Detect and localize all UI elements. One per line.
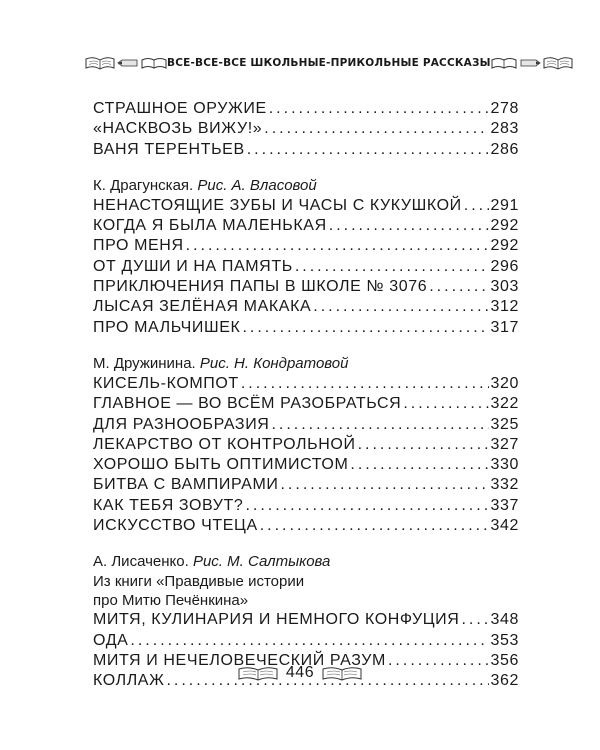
leader-dots (260, 516, 489, 536)
entry-title: ЛЫСАЯ ЗЕЛЁНАЯ МАКАКА (93, 298, 312, 316)
toc-entry (93, 257, 519, 277)
pencil-icon (519, 58, 541, 68)
entry-page: 283 (490, 120, 519, 138)
entry-page: 356 (490, 651, 519, 669)
entry-page: 342 (490, 517, 519, 535)
entry-title: КОЛЛАЖ (93, 672, 165, 690)
toc-entry (93, 631, 519, 651)
entry-title: ИСКУССТВО ЧТЕЦА (93, 517, 258, 535)
entry-page: 337 (490, 496, 519, 514)
entry-title: МИТЯ И НЕЧЕЛОВЕЧЕСКИЙ РАЗУМ (93, 651, 386, 669)
leader-dots (242, 318, 488, 338)
entry-title: МИТЯ, КУЛИНАРИЯ И НЕМНОГО КОНФУЦИЯ (93, 611, 460, 629)
entry-page: 286 (490, 140, 519, 158)
leader-dots (264, 119, 488, 139)
leader-dots (461, 610, 488, 630)
entry-title: ГЛАВНОЕ — ВО ВСЁМ РАЗОБРАТЬСЯ (93, 395, 402, 413)
entry-title: ДЛЯ РАЗНООБРАЗИЯ (93, 415, 270, 433)
entry-title: КИСЕЛЬ-КОМПОТ (93, 374, 239, 392)
author-line (93, 552, 519, 572)
author-line (93, 354, 519, 374)
entry-title: БИТВА С ВАМПИРАМИ (93, 476, 279, 494)
toc-entry (93, 516, 519, 536)
pencil-icon (117, 58, 139, 68)
entry-title: ОДА (93, 631, 129, 649)
book-note (93, 572, 519, 610)
entry-page: 312 (490, 298, 519, 316)
entry-page: 303 (490, 278, 519, 296)
toc-entry (93, 455, 519, 475)
leader-dots (271, 415, 488, 435)
leader-dots (130, 631, 488, 651)
illustrator-credit: Рис. Н. Кондратовой (199, 354, 349, 372)
leader-dots (186, 236, 489, 256)
leader-dots (313, 297, 488, 317)
leader-dots (464, 196, 489, 216)
header-ornament-right (491, 56, 573, 70)
running-header-title: ВСЕ-ВСЕ-ВСЕ ШКОЛЬНЫЕ-ПРИКОЛЬНЫЕ РАССКАЗЫ (167, 57, 491, 69)
entry-page: 296 (490, 257, 519, 275)
toc-entry (93, 236, 519, 256)
entry-title: ПРО МЕНЯ (93, 237, 184, 255)
open-book-icon (85, 56, 115, 70)
author-name: А. Лисаченко. (93, 553, 189, 571)
toc-entry (93, 496, 519, 516)
open-book-icon (491, 56, 517, 70)
leader-dots (241, 374, 489, 394)
illustrator-credit: Рис. М. Салтыкова (192, 553, 331, 571)
entry-page: 278 (490, 100, 519, 117)
page-footer (0, 664, 600, 682)
author-line (93, 176, 519, 196)
leader-dots (280, 475, 488, 495)
toc-entry (93, 475, 519, 495)
entry-title: ПРО МАЛЬЧИШЕК (93, 318, 241, 336)
entry-page: 292 (490, 217, 519, 235)
entry-title: ВАНЯ ТЕРЕНТЬЕВ (93, 140, 245, 158)
toc-entry (93, 415, 519, 435)
leader-dots (403, 394, 488, 414)
entry-title: НЕНАСТОЯЩИЕ ЗУБЫ И ЧАСЫ С КУКУШКОЙ (93, 196, 462, 214)
author-name: М. Дружинина. (93, 354, 196, 372)
leader-dots (358, 435, 489, 455)
leader-dots (247, 140, 489, 160)
leader-dots (329, 216, 489, 236)
entry-page: 317 (490, 318, 519, 336)
illustrator-credit: Рис. А. Власовой (197, 176, 317, 194)
entry-title: КОГДА Я БЫЛА МАЛЕНЬКАЯ (93, 217, 327, 235)
entry-title: ЛЕКАРСТВО ОТ КОНТРОЛЬНОЙ (93, 435, 356, 453)
leader-dots (295, 257, 489, 277)
book-note-line: Из книги «Правдивые истории (93, 573, 305, 591)
entry-page: 348 (490, 611, 519, 629)
running-header (85, 52, 535, 74)
entry-page: 332 (490, 476, 519, 494)
book-note-line: про Митю Печёнкина» (93, 592, 249, 610)
page-number: 446 (285, 664, 315, 681)
entry-page: 327 (490, 435, 519, 453)
entry-page: 353 (490, 631, 519, 649)
entry-title: ОТ ДУШИ И НА ПАМЯТЬ (93, 257, 293, 275)
toc-entry (93, 394, 519, 414)
toc-entry (93, 610, 519, 630)
toc-entry (93, 196, 519, 216)
entry-page: 320 (490, 374, 519, 392)
entry-title: ХОРОШО БЫТЬ ОПТИМИСТОМ (93, 456, 349, 474)
header-ornament-left (85, 56, 167, 70)
toc-entry (93, 277, 519, 297)
entry-page: 322 (490, 395, 519, 413)
leader-dots (269, 99, 489, 119)
open-book-icon (238, 665, 278, 681)
table-of-contents (93, 99, 519, 708)
open-book-icon (322, 665, 362, 681)
entry-title: КАК ТЕБЯ ЗОВУТ? (93, 496, 244, 514)
toc-entry (93, 99, 519, 119)
entry-page: 362 (490, 672, 519, 690)
toc-entry (93, 435, 519, 455)
entry-title: ПРИКЛЮЧЕНИЯ ПАПЫ В ШКОЛЕ № 3076 (93, 278, 428, 296)
toc-entry (93, 374, 519, 394)
entry-page: 292 (490, 237, 519, 255)
entry-page: 330 (490, 456, 519, 474)
author-name: К. Драгунская. (93, 176, 194, 194)
entry-title: «НАСКВОЗЬ ВИЖУ!» (93, 120, 263, 138)
toc-entry (93, 140, 519, 160)
toc-section (93, 99, 519, 160)
toc-entry (93, 318, 519, 338)
entry-page: 325 (490, 415, 519, 433)
entry-page: 291 (490, 196, 519, 214)
leader-dots (245, 496, 488, 516)
toc-entry (93, 216, 519, 236)
toc-entry (93, 297, 519, 317)
open-book-icon (141, 56, 167, 70)
leader-dots (350, 455, 488, 475)
open-book-icon (543, 56, 573, 70)
toc-section (93, 354, 519, 536)
entry-title: СТРАШНОЕ ОРУЖИЕ (93, 100, 267, 117)
leader-dots (429, 277, 488, 297)
toc-entry (93, 119, 519, 139)
toc-section (93, 176, 519, 338)
